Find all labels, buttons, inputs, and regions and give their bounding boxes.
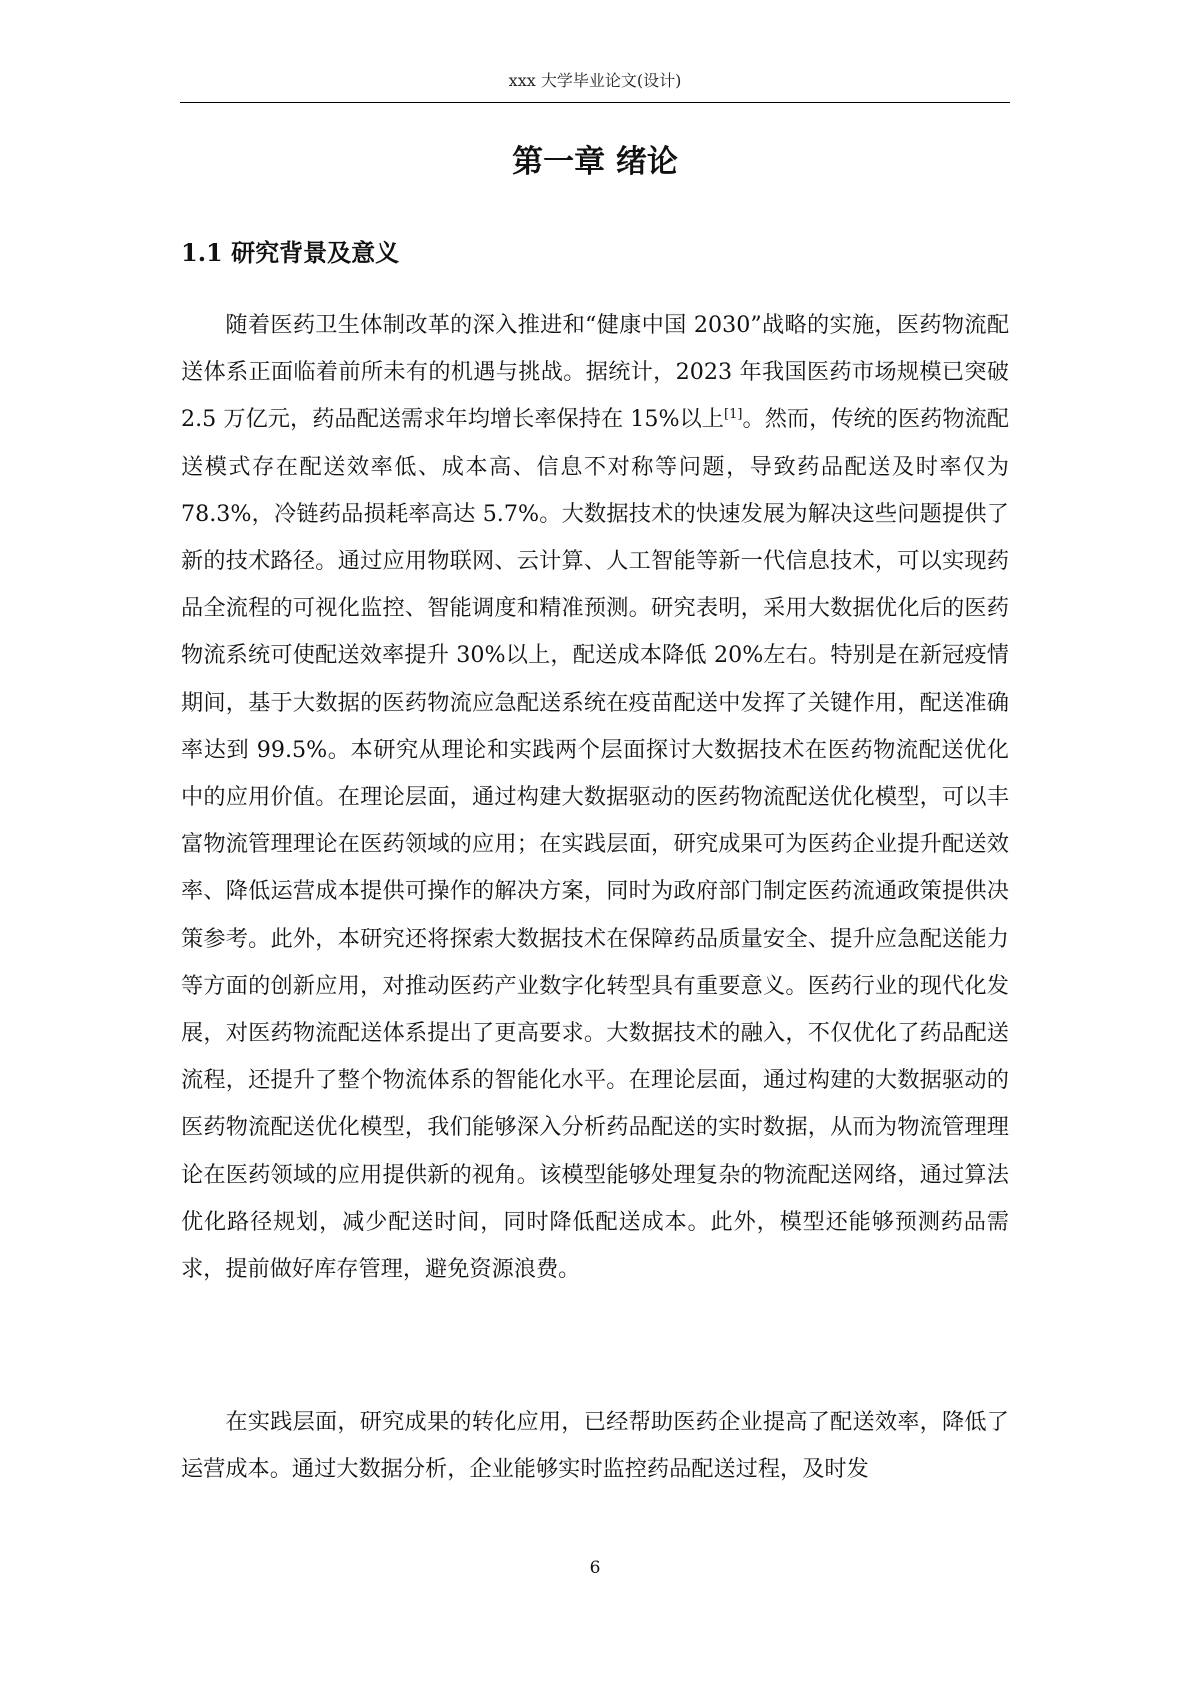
page-number: 6 bbox=[589, 1558, 601, 1578]
running-header: xxx 大学毕业论文(设计) bbox=[508, 71, 682, 90]
body-paragraph-1 bbox=[181, 302, 1009, 1293]
section-title: 1.1 研究背景及意义 bbox=[181, 238, 400, 267]
citation-marker: [1] bbox=[724, 407, 743, 423]
header-rule bbox=[180, 102, 1010, 103]
chapter-title: 第一章 绪论 bbox=[512, 144, 678, 180]
paragraph-1-text-a: 随着医药卫生体制改革的深入推进和“健康中国 2030”战略的实施，医药物流配送体系正面临着前所未有的机遇与挑战。据统计，2023 年我国医药市场规模已突破 2.5 万亿元，药品配送需求年均增长率保持在 15%以上 bbox=[181, 312, 1009, 433]
paragraph-1-text-b: 。然而，传统的医药物流配送模式存在配送效率低、成本高、信息不对称等问题，导致药品配送及时率仅为 78.3%，冷链药品损耗率高达 5.7%。大数据技术的快速发展为解决这些问题提供了新的技术路径。通过应用物联网、云计算、人工智能等新一代信息技术，可以实现药品全流程的可视化监控、智能调度和精准预测。研究表明，采用大数据优化后的医药物流系统可使配送效率提升 30%以上，配送成本降低 20%左右。特别是在新冠疫情期间，基于大数据的医药物流应急配送系统在疫苗配送中发挥了关键作用，配送准确率达到 99.5%。本研究从理论和实践两个层面探讨大数据技术在医药物流配送优化中的应用价值。在理论层面，通过构建大数据驱动的医药物流配送优化模型，可以丰富物流管理理论在医药领域的应用；在实践层面，研究成果可为医药企业提升配送效率、降低运营成本提供可操作的解决方案，同时为政府部门制定医药流通政策提供决策参考。此外，本研究还将探索大数据技术在保障药品质量安全、提升应急配送能力等方面的创新应用，对推动医药产业数字化转型具有重要意义。医药行业的现代化发展，对医药物流配送体系提出了更高要求。大数据技术的融入，不仅优化了药品配送流程，还提升了整个物流体系的智能化水平。在理论层面，通过构建的大数据驱动的医药物流配送优化模型，我们能够深入分析药品配送的实时数据，从而为物流管理理论在医药领域的应用提供新的视角。该模型能够处理复杂的物流配送网络，通过算法优化路径规划，减少配送时间，同时降低配送成本。此外，模型还能够预测药品需求，提前做好库存管理，避免资源浪费。 bbox=[181, 406, 1009, 1283]
body-paragraph-2: 在实践层面，研究成果的转化应用，已经帮助医药企业提高了配送效率，降低了运营成本。通过大数据分析，企业能够实时监控药品配送过程，及时发 bbox=[181, 1409, 1009, 1483]
